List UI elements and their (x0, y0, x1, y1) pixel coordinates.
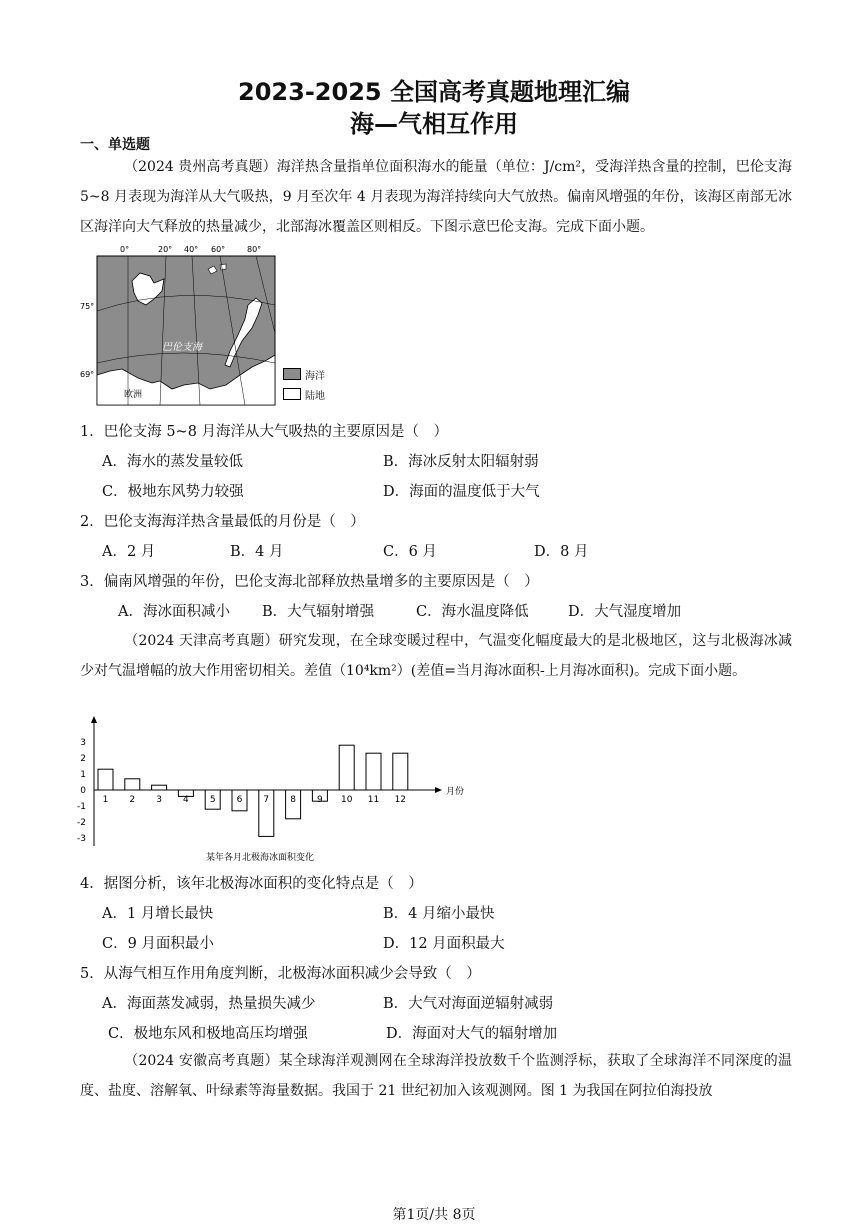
question-2: 2．巴伦支海海洋热含量最低的月份是（ ） (80, 514, 365, 530)
lon-label-60: 60° (211, 245, 226, 254)
europe-label: 欧洲 (124, 390, 143, 400)
map-legend (283, 366, 353, 406)
q1-option-a[interactable]: A．海水的蒸发量较低 (102, 454, 243, 470)
q4-option-d[interactable]: D．12 月面积最大 (383, 936, 505, 952)
question-1: 1．巴伦支海 5~8 月海洋从大气吸热的主要原因是（ ） (80, 424, 449, 440)
x-axis-arrow (435, 787, 442, 793)
chart-caption: 某年各月北极海冰面积变化 (206, 853, 315, 863)
x-tick-label: 2 (129, 795, 136, 805)
q2-option-b[interactable]: B．4 月 (230, 544, 284, 560)
x-tick-label: 6 (236, 795, 243, 805)
y-tick-label: 0 (80, 786, 86, 796)
q2-option-a[interactable]: A．2 月 (102, 544, 156, 560)
passage-anhui (80, 1046, 792, 1106)
x-tick-label: 8 (290, 795, 296, 805)
q1-option-d[interactable]: D．海面的温度低于大气 (383, 484, 540, 500)
x-axis-label: 月份 (446, 787, 465, 797)
page-footer: 第1页/共 8页 (392, 1207, 476, 1223)
legend-ocean-swatch (283, 368, 301, 380)
y-axis-arrow (91, 716, 97, 723)
q1-option-c[interactable]: C．极地东风势力较强 (102, 484, 244, 500)
q5-option-b[interactable]: B．大气对海面逆辐射减弱 (383, 996, 554, 1012)
q5-option-c[interactable]: C．极地东风和极地高压均增强 (108, 1026, 308, 1042)
y-tick-label: 1 (80, 770, 86, 780)
q3-option-c[interactable]: C．海水温度降低 (416, 604, 529, 620)
q2-option-d[interactable]: D．8 月 (534, 544, 589, 560)
y-tick-label: -1 (77, 802, 86, 812)
q3-option-d[interactable]: D．大气湿度增加 (568, 604, 682, 620)
q4-option-c[interactable]: C．9 月面积最小 (102, 936, 214, 952)
q2-option-c[interactable]: C．6 月 (383, 544, 437, 560)
document-subtitle: 海—气相互作用 (350, 110, 518, 138)
bar-month-12 (393, 753, 408, 790)
sea-label: 巴伦支海 (162, 342, 202, 353)
question-3: 3．偏南风增强的年份，巴伦支海北部释放热量增多的主要原因是（ ） (80, 574, 539, 590)
q1-option-b[interactable]: B．海冰反射太阳辐射弱 (383, 454, 539, 470)
x-tick-label: 4 (183, 795, 189, 805)
x-tick-label: 1 (102, 795, 109, 805)
bar-month-10 (339, 745, 354, 790)
legend-land-swatch (283, 388, 301, 400)
section-heading: 一、单选题 (80, 137, 150, 153)
y-tick-label: -2 (77, 818, 86, 828)
x-tick-label: 5 (209, 795, 216, 805)
lon-label-40: 40° (184, 245, 199, 254)
y-tick-label: -3 (77, 834, 86, 844)
question-5: 5．从海气相互作用角度判断，北极海冰面积减少会导致（ ） (80, 966, 481, 982)
passage-text: （2024 天津高考真题）研究发现，在全球变暖过程中，气温变化幅度最大的是北极地区，这与北极海冰减少对气温增幅的放大作用密切相关。差值（10⁴km²）(差值=当月海冰面积-上月海冰面积)。完成下面小题。 (80, 633, 792, 679)
q4-option-b[interactable]: B．4 月缩小最快 (383, 906, 495, 922)
q5-option-d[interactable]: D．海面对大气的辐射增加 (386, 1026, 558, 1042)
x-tick-label: 3 (156, 795, 162, 805)
bar-month-3 (152, 785, 167, 790)
passage-text: （2024 安徽高考真题）某全球海洋观测网在全球海洋投放数千个监测浮标，获取了全球海洋不同深度的温度、盐度、溶解氧、叶绿素等海量数据。我国于 21 世纪初加入该观测网。图 1 为我国在阿拉伯海投放 (80, 1053, 792, 1099)
bar-month-11 (366, 753, 381, 790)
y-tick-label: 3 (80, 738, 86, 748)
x-tick-label: 12 (394, 795, 407, 805)
document-title: 2023-2025 全国高考真题地理汇编 (238, 78, 630, 106)
lon-label-20: 20° (158, 245, 173, 254)
q3-option-b[interactable]: B．大气辐射增强 (262, 604, 375, 620)
q4-option-a[interactable]: A．1 月增长最快 (102, 906, 214, 922)
lon-label-80: 80° (247, 245, 262, 254)
lon-label-0: 0° (120, 245, 130, 254)
x-tick-label: 7 (263, 795, 270, 805)
passage-tianjin (80, 626, 792, 686)
legend-land-label: 陆地 (305, 390, 325, 402)
passage-text: （2024 贵州高考真题）海洋热含量指单位面积海水的能量（单位：J/cm²，受海洋热含量的控制，巴伦支海 5~8 月表现为海洋从大气吸热，9 月至次年 4 月表现为海洋持续向大气放热。偏南风增强的年份，该海区南部无冰区海洋向大气释放的热量减少，北部海冰覆盖区则相反。下图示意巴伦支海。完成下面小题。 (80, 159, 792, 235)
bar-month-1 (98, 769, 113, 790)
question-4: 4．据图分析，该年北极海冰面积的变化特点是（ ） (80, 876, 423, 892)
y-tick-label: 2 (80, 754, 86, 764)
passage-guizhou (80, 152, 792, 242)
x-tick-label: 9 (317, 795, 323, 805)
q3-option-a[interactable]: A．海冰面积减小 (118, 604, 230, 620)
q5-option-a[interactable]: A．海面蒸发减弱，热量损失减少 (102, 996, 316, 1012)
bar-month-2 (125, 779, 140, 790)
lat-label-75: 75° (80, 302, 95, 311)
x-tick-label: 10 (340, 795, 353, 805)
sea-ice-chart (76, 714, 476, 866)
x-tick-label: 11 (367, 795, 380, 805)
legend-ocean-label: 海洋 (305, 370, 325, 382)
lat-label-69: 69° (80, 370, 95, 379)
